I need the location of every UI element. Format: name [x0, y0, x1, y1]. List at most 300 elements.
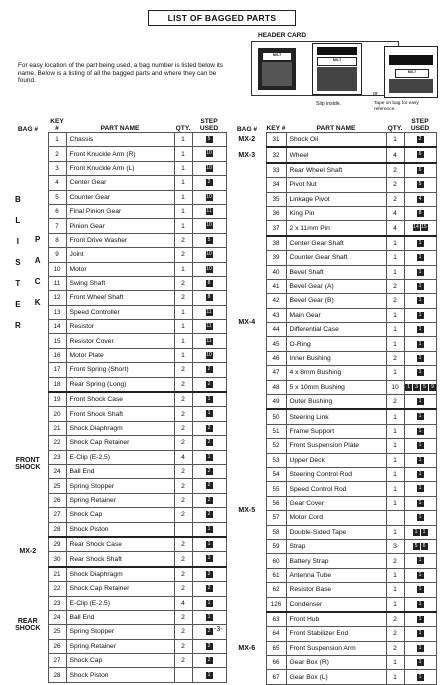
part-name-cell: Steering Control Rod — [286, 467, 386, 481]
step-cell — [404, 308, 436, 322]
step-cell — [192, 190, 226, 204]
key-cell: 41 — [266, 279, 286, 293]
key-cell: 21 — [48, 421, 66, 435]
step-number-badge: 1 — [417, 398, 424, 405]
qty-cell: 1 — [174, 219, 192, 233]
part-name-cell: E-Clip (E-2.5) — [66, 450, 174, 464]
step-cell — [404, 583, 436, 597]
step-cell — [404, 670, 436, 684]
qty-cell: 2 — [174, 508, 192, 522]
key-cell: 67 — [266, 670, 286, 684]
key-cell: 24 — [48, 464, 66, 478]
table-row — [228, 133, 436, 148]
qty-cell: 1 — [386, 453, 404, 467]
step-number-badge: 1 — [417, 413, 424, 420]
part-name-cell: Front Suspension Arm — [286, 641, 386, 655]
step-number-badge: 2 — [206, 628, 213, 635]
part-name-cell: Shock Piston — [66, 522, 174, 537]
qty-cell: 1 — [386, 409, 404, 424]
key-cell: 33 — [266, 163, 286, 178]
key-cell: 63 — [266, 612, 286, 627]
part-name-cell: Center Gear Shaft — [286, 236, 386, 251]
key-cell: 4 — [48, 176, 66, 190]
part-name-cell: Resistor Cover — [66, 334, 174, 348]
step-cell — [404, 351, 436, 365]
step-number-badge: 1 — [417, 485, 424, 492]
key-cell: 27 — [48, 654, 66, 668]
key-cell: 25 — [48, 625, 66, 639]
col-key: KEY # — [266, 125, 286, 132]
qty-cell: 1 — [386, 568, 404, 582]
step-number-badge: 11 — [206, 337, 212, 344]
step-number-badge: 1 — [417, 254, 424, 261]
part-name-cell: Main Gear — [286, 308, 386, 322]
qty-cell: 1 — [386, 323, 404, 337]
qty-cell: 1 — [174, 305, 192, 319]
part-name-cell: Gear Box (R) — [286, 656, 386, 670]
bag-group-label — [228, 163, 266, 236]
step-number-badge: 1 — [417, 457, 424, 464]
bag-card-label: MX-7 — [262, 52, 292, 61]
qty-cell: 4 — [174, 596, 192, 610]
step-number-badge: 1 — [417, 557, 424, 564]
step-cell — [192, 567, 226, 582]
key-cell: 29 — [48, 537, 66, 552]
qty-cell: 1 — [386, 670, 404, 684]
part-name-cell: Pinion Gear — [66, 219, 174, 233]
step-cell — [192, 377, 226, 392]
step-number-badge: 8 — [206, 294, 213, 301]
part-name-cell: 2 x 11mm Pin — [286, 221, 386, 236]
step-number-badge: 10 — [206, 164, 212, 171]
key-cell: 13 — [48, 305, 66, 319]
tape-caption: Tape on bag for easy reference. — [374, 101, 419, 112]
step-cell — [404, 133, 436, 148]
step-cell — [192, 596, 226, 610]
key-cell: 126 — [266, 597, 286, 612]
key-cell: 43 — [266, 308, 286, 322]
bag-illustration — [258, 48, 296, 90]
part-name-cell: Front Drive Washer — [66, 233, 174, 247]
qty-cell: 2 — [174, 654, 192, 668]
step-number-badge: 1 — [417, 616, 424, 623]
key-cell: 64 — [266, 627, 286, 641]
part-name-cell: Double-Sided Tape — [286, 525, 386, 539]
key-cell: 45 — [266, 337, 286, 351]
key-cell: 46 — [266, 351, 286, 365]
step-cell — [192, 248, 226, 262]
step-cell — [404, 380, 436, 394]
step-cell — [404, 554, 436, 568]
qty-cell: 2 — [386, 294, 404, 308]
qty-cell: 2 — [174, 248, 192, 262]
step-number-badge: 1 — [206, 526, 213, 533]
step-number-badge: 1 — [206, 541, 213, 548]
key-cell: 58 — [266, 525, 286, 539]
page-number: -3- — [214, 626, 223, 633]
col-step: STEP USED — [199, 118, 219, 132]
step-cell — [192, 537, 226, 552]
step-cell — [404, 612, 436, 627]
part-name-cell: Front Knuckle Arm (R) — [66, 147, 174, 161]
taped-card-illustration — [384, 46, 438, 98]
part-name-cell: Spring Retainer — [66, 493, 174, 507]
step-cell — [404, 627, 436, 641]
key-cell: 6 — [48, 204, 66, 218]
qty-cell: 3 — [386, 539, 404, 553]
qty-cell: 1 — [174, 334, 192, 348]
bag-group-label: REAR SHOCK — [15, 617, 41, 632]
qty-cell: 1 — [386, 366, 404, 380]
part-name-cell: Shock Cap — [66, 654, 174, 668]
card-brand — [317, 47, 357, 55]
step-cell — [404, 323, 436, 337]
key-cell: 17 — [48, 363, 66, 377]
part-name-cell: Front Stabilizer End — [286, 627, 386, 641]
step-number-badge: 5 — [417, 181, 424, 188]
step-number-badge: 1 — [417, 659, 424, 666]
step-cell — [192, 147, 226, 161]
step-number-badge: 6 — [417, 151, 424, 158]
key-cell: 11 — [48, 276, 66, 290]
qty-cell: 2 — [386, 554, 404, 568]
table-row — [8, 537, 226, 552]
part-name-cell: Center Gear — [66, 176, 174, 190]
part-name-cell: Spring Retainer — [66, 639, 174, 653]
key-cell: 9 — [48, 248, 66, 262]
part-name-cell: Battery Strap — [286, 554, 386, 568]
part-name-cell: Antenna Tube — [286, 568, 386, 582]
step-cell — [404, 294, 436, 308]
qty-cell: 1 — [386, 133, 404, 148]
step-cell — [192, 552, 226, 567]
key-cell: 28 — [48, 668, 66, 682]
step-cell — [192, 161, 226, 175]
qty-cell: 1 — [386, 525, 404, 539]
bag-contents — [262, 62, 292, 86]
key-cell: 37 — [266, 221, 286, 236]
col-qty: QTY. — [387, 125, 403, 132]
step-cell — [404, 265, 436, 279]
step-number-badge: 2 — [206, 482, 213, 489]
step-cell — [192, 639, 226, 653]
part-name-cell: Resistor — [66, 320, 174, 334]
step-cell — [192, 522, 226, 537]
step-number-badge: 1 — [417, 355, 424, 362]
step-number-badge: 4 — [417, 196, 424, 203]
table-row — [228, 163, 436, 178]
key-cell: 5 — [48, 190, 66, 204]
step-number-badge: 10 — [206, 351, 212, 358]
step-number-badge: 1 — [417, 428, 424, 435]
step-number-badge: 2 — [206, 585, 213, 592]
qty-cell: 4 — [386, 206, 404, 220]
step-number-badge: 2 — [206, 468, 213, 475]
step-cell — [404, 206, 436, 220]
qty-cell: 1 — [386, 656, 404, 670]
qty-cell: 1 — [386, 251, 404, 265]
step-cell — [192, 291, 226, 305]
step-cell — [192, 654, 226, 668]
qty-cell: 1 — [386, 337, 404, 351]
qty-cell: 2 — [174, 363, 192, 377]
key-cell: 3 — [48, 161, 66, 175]
part-name-cell: Upper Deck — [286, 453, 386, 467]
key-cell: 66 — [266, 656, 286, 670]
qty-cell: 2 — [386, 395, 404, 410]
step-number-badge: 2 — [206, 439, 213, 446]
step-number-badge: 10 — [206, 222, 212, 229]
qty-cell — [174, 668, 192, 682]
step-cell — [404, 597, 436, 612]
part-name-cell: Gear Box (L) — [286, 670, 386, 684]
step-cell — [192, 363, 226, 377]
or-text: or — [373, 91, 378, 97]
key-cell: 23 — [48, 596, 66, 610]
step-number-badge: 1 — [417, 514, 424, 521]
qty-cell: 1 — [174, 348, 192, 362]
key-cell: 61 — [266, 568, 286, 582]
key-cell: 49 — [266, 395, 286, 410]
qty-cell: 1 — [386, 424, 404, 438]
step-cell — [404, 251, 436, 265]
qty-cell: 2 — [174, 479, 192, 493]
part-name-cell: Rear Spring (Long) — [66, 377, 174, 392]
key-cell: 28 — [48, 522, 66, 537]
step-cell — [404, 409, 436, 424]
step-cell — [404, 641, 436, 655]
header-card-illustration — [312, 43, 362, 95]
qty-cell: 1 — [386, 265, 404, 279]
key-cell: 8 — [48, 233, 66, 247]
step-number-badge: 1 — [421, 529, 428, 536]
step-number-badge: 10 — [206, 265, 212, 272]
step-number-badge: 6 — [417, 167, 424, 174]
card-photo — [317, 67, 357, 91]
step-cell — [192, 436, 226, 450]
qty-cell: 2 — [174, 436, 192, 450]
qty-cell: 2 — [174, 625, 192, 639]
part-name-cell: Front Spring (Short) — [66, 363, 174, 377]
qty-cell: 1 — [386, 439, 404, 453]
qty-cell: 2 — [174, 276, 192, 290]
part-name-cell: Speed Control Rod — [286, 482, 386, 496]
part-name-cell: Pivot Nut — [286, 178, 386, 192]
step-number-badge: 2 — [206, 643, 213, 650]
key-cell: 26 — [48, 493, 66, 507]
step-number-badge: 1 — [417, 572, 424, 579]
step-cell — [404, 656, 436, 670]
qty-cell: 2 — [386, 641, 404, 655]
key-cell: 52 — [266, 439, 286, 453]
part-name-cell: Ball End — [66, 464, 174, 478]
table-row — [8, 392, 226, 407]
step-cell — [192, 348, 226, 362]
step-cell — [404, 178, 436, 192]
qty-cell: 2 — [174, 377, 192, 392]
step-cell — [192, 334, 226, 348]
step-number-badge: 1 — [417, 630, 424, 637]
step-number-badge: 6 — [421, 543, 428, 550]
step-cell — [404, 496, 436, 510]
key-cell: 59 — [266, 539, 286, 553]
step-number-badge: 1 — [206, 614, 213, 621]
part-name-cell: Ball End — [66, 610, 174, 624]
step-number-badge: 5 — [413, 543, 420, 550]
key-cell: 14 — [48, 320, 66, 334]
step-cell — [192, 610, 226, 624]
step-number-badge: 2 — [206, 366, 213, 373]
qty-cell: 2 — [386, 279, 404, 293]
step-cell — [192, 582, 226, 596]
bag-group-label — [8, 133, 48, 393]
key-cell: 20 — [48, 407, 66, 421]
part-name-cell: Counter Gear Shaft — [286, 251, 386, 265]
bag-group-label: MX-4 — [238, 319, 256, 327]
step-number-badge: 1 — [413, 529, 420, 536]
step-number-badge: 2 — [206, 571, 213, 578]
step-cell — [404, 221, 436, 236]
right-parts-table — [228, 118, 437, 685]
part-name-cell: Rear Wheel Shaft — [286, 163, 386, 178]
part-name-cell: Shock Cap — [66, 508, 174, 522]
key-cell: 53 — [266, 453, 286, 467]
part-name-cell: Bevel Shaft — [286, 265, 386, 279]
step-number-badge: 2 — [206, 657, 213, 664]
key-cell: 21 — [48, 567, 66, 582]
taped-card-photo — [389, 79, 433, 93]
step-number-badge: 10 — [206, 193, 212, 200]
step-cell — [404, 147, 436, 162]
step-cell — [192, 262, 226, 276]
col-bag: BAG # — [17, 125, 39, 133]
col-bag: BAG # — [236, 125, 258, 133]
part-name-cell: Shock Cap Retainer — [66, 582, 174, 596]
table-row — [228, 147, 436, 162]
key-cell: 31 — [266, 133, 286, 148]
part-name-cell: Swing Shaft — [66, 276, 174, 290]
step-cell — [404, 511, 436, 525]
part-name-cell: 5 x 10mm Bushing — [286, 380, 386, 394]
left-parts-table — [8, 118, 227, 683]
key-cell: 50 — [266, 409, 286, 424]
qty-cell — [174, 522, 192, 537]
step-cell — [192, 276, 226, 290]
part-name-cell: Bevel Gear (A) — [286, 279, 386, 293]
step-number-badge: 1 — [417, 586, 424, 593]
step-cell — [404, 439, 436, 453]
qty-cell: 2 — [386, 192, 404, 206]
step-number-badge: 1 — [417, 283, 424, 290]
table-row — [8, 567, 226, 582]
step-number-badge: 1 — [417, 674, 424, 681]
key-cell: 34 — [266, 178, 286, 192]
step-number-badge: 10 — [206, 150, 212, 157]
key-cell: 57 — [266, 511, 286, 525]
part-name-cell: Motor Plate — [66, 348, 174, 362]
qty-cell: 4 — [174, 450, 192, 464]
step-number-badge: 9 — [429, 384, 436, 391]
step-cell — [404, 236, 436, 251]
step-number-badge: 1 — [417, 645, 424, 652]
key-cell: 47 — [266, 366, 286, 380]
step-cell — [192, 508, 226, 522]
step-number-badge: 1 — [417, 341, 424, 348]
part-name-cell: O-Ring — [286, 337, 386, 351]
step-cell — [192, 479, 226, 493]
part-name-cell: Bevel Gear (B) — [286, 294, 386, 308]
key-cell: 55 — [266, 482, 286, 496]
part-name-cell: Outer Bushing — [286, 395, 386, 410]
key-cell: 35 — [266, 192, 286, 206]
qty-cell: 1 — [386, 308, 404, 322]
step-number-badge: 2 — [206, 511, 213, 518]
key-cell: 27 — [48, 508, 66, 522]
step-cell — [404, 163, 436, 178]
col-step: STEP USED — [410, 118, 430, 132]
col-qty: QTY. — [175, 125, 191, 132]
table-row — [228, 236, 436, 251]
step-cell — [192, 233, 226, 247]
page-title: LIST OF BAGGED PARTS — [148, 10, 296, 26]
qty-cell: 2 — [174, 392, 192, 407]
step-cell — [192, 464, 226, 478]
qty-cell: 2 — [174, 582, 192, 596]
step-cell — [404, 424, 436, 438]
step-number-badge: 1 — [417, 240, 424, 247]
step-cell — [404, 279, 436, 293]
qty-cell: 1 — [386, 496, 404, 510]
key-cell: 22 — [48, 436, 66, 450]
qty-cell: 1 — [174, 262, 192, 276]
part-name-cell: Front Hub — [286, 612, 386, 627]
part-name-cell: Linkage Pivot — [286, 192, 386, 206]
key-cell: 19 — [48, 392, 66, 407]
part-name-cell: Rear Shock Case — [66, 537, 174, 552]
key-cell: 42 — [266, 294, 286, 308]
qty-cell: 2 — [386, 612, 404, 627]
qty-cell: 1 — [174, 161, 192, 175]
qty-cell: 1 — [174, 147, 192, 161]
key-cell: 26 — [48, 639, 66, 653]
step-number-badge: 1 — [405, 384, 412, 391]
step-cell — [404, 539, 436, 553]
step-cell — [404, 482, 436, 496]
part-name-cell: Spring Stopper — [66, 625, 174, 639]
qty-cell: 2 — [174, 407, 192, 421]
step-number-badge: 10 — [206, 251, 212, 258]
step-cell — [192, 320, 226, 334]
intro-text: For easy location of the part being used, a bag number is listed below its name. Below is a listing of all the bagged parts and where they can be found. — [18, 62, 223, 85]
qty-cell: 1 — [386, 597, 404, 612]
step-cell — [404, 525, 436, 539]
step-number-badge: 11 — [206, 308, 212, 315]
bag-group-label: MX-2 — [19, 548, 37, 556]
col-part: PART NAME — [316, 125, 356, 132]
key-cell: 51 — [266, 424, 286, 438]
step-cell — [192, 407, 226, 421]
key-cell: 7 — [48, 219, 66, 233]
part-name-cell: Front Shock Shaft — [66, 407, 174, 421]
key-cell: 24 — [48, 610, 66, 624]
step-number-badge: 5 — [206, 237, 213, 244]
bag-group-label: MX-5 — [238, 507, 256, 515]
step-cell — [404, 568, 436, 582]
key-cell: 32 — [266, 147, 286, 162]
key-cell: 56 — [266, 496, 286, 510]
step-cell — [192, 493, 226, 507]
step-number-badge: 1 — [417, 297, 424, 304]
